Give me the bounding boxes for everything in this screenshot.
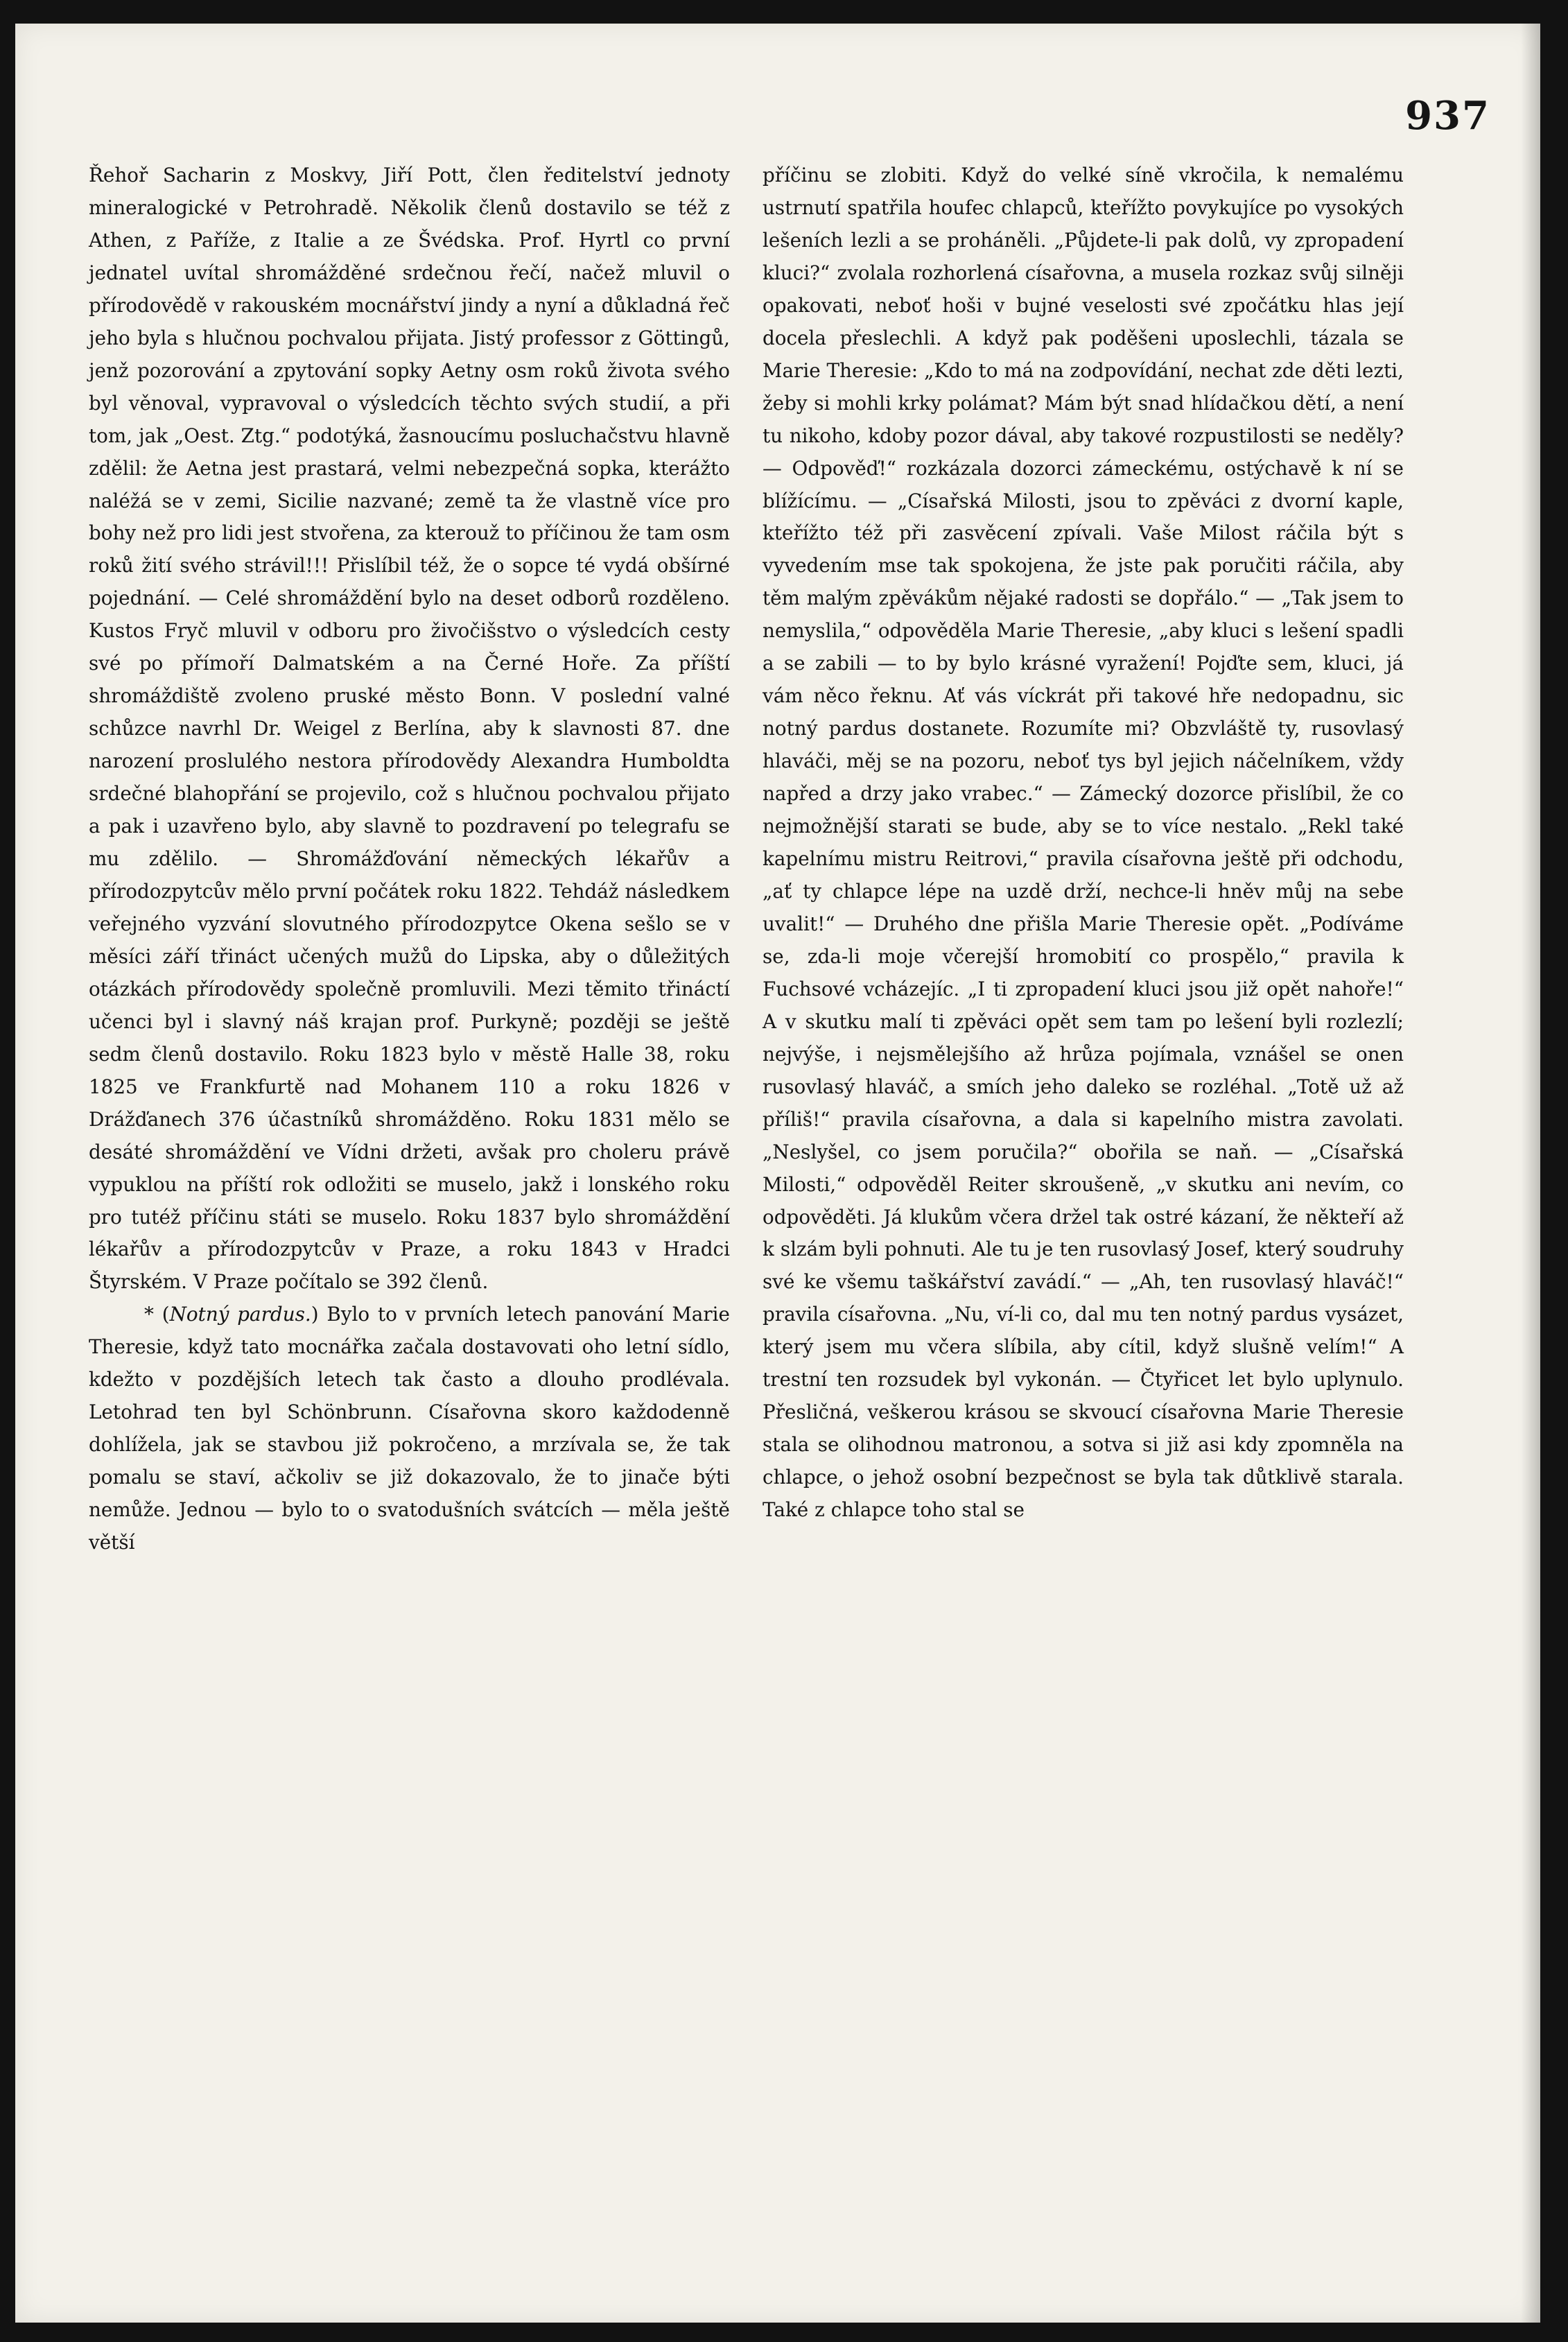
footnote-title: Notný pardus.	[169, 1303, 311, 1326]
left-column	[89, 159, 730, 1559]
newspaper-page	[15, 24, 1540, 2323]
page-number: 937	[1405, 93, 1490, 139]
footnote-text: ) Bylo to v prvních letech panování Marie Theresie, když tato mocnářka začala dostavovati oho letní sídlo, kdežto v pozdějších letech tak často a dlouho prodlévala. Letohrad ten byl Schönbrunn. Císařovna skoro každodenně dohlížela, jak se stavbou již pokročeno, a mrzívala se, že tak pomalu se staví, ačkoliv se již dokazovalo, že to jinače býti nemůže. Jednou — bylo to o svatodušních svátcích — měla ještě větší	[89, 1303, 730, 1554]
footnote-mark: * (	[144, 1303, 170, 1326]
footnote-paragraph	[89, 1299, 730, 1559]
article-paragraph-congress: Řehoř Sacharin z Moskvy, Jiří Pott, člen ředitelství jednoty mineralogické v Petrohradě. Několik členů dostavilo se též z Athen, z Paříže, z Italie a ze Švédska. Prof. Hyrtl co první jednatel uvítal shromážděné srdečnou řečí, načež mluvil o přírodovědě v rakouském mocnářství jindy a nyní a důkladná řeč jeho byla s hlučnou pochvalou přijata. Jistý professor z Göttingů, jenž pozorování a zpytování sopky Aetny osm roků života svého byl věnoval, vypravoval o výsledcích těchto svých studií, a při tom, jak „Oest. Ztg.“ podotýká, žasnoucímu posluchačstvu hlavně zdělil: že Aetna jest prastará, velmi nebezpečná sopka, kterážto naléžá se v zemi, Sicilie nazvané; země ta že vlastně více pro bohy než pro lidi jest stvořena, za kterouž to příčinou že tam osm roků žití svého strávil!!! Přislíbil též, že o sopce té vydá obšírné pojednání. — Celé shromáždění bylo na deset odborů rozděleno. Kustos Fryč mluvil v odboru pro živočišstvo o výsledcích cesty své po přímoří Dalmatském a na Černé Hoře. Za příští shromáždiště zvoleno pruské město Bonn. V poslední valné schůzce navrhl Dr. Weigel z Berlína, aby k slavnosti 87. dne narození proslulého nestora přírodovědy Alexandra Humboldta srdečné blahopřání se projevilo, což s hlučnou pochvalou přijato a pak i uzavřeno bylo, aby slavně to pozdravení po telegrafu se mu zdělilo. — Shromážďování německých lékařův a přírodozpytcův mělo první počátek roku 1822. Tehdáž následkem veřejného vyzvání slovutného přírodozpytce Okena sešlo se v měsíci září třináct učených mužů do Lipska, aby o důležitých otázkách přírodovědy společně promluvili. Mezi těmito třináctí učenci byl i slavný náš krajan prof. Purkyně; později se ještě sedm členů dostavilo. Roku 1823 bylo v městě Halle 38, roku 1825 ve Frankfurtě nad Mohanem 110 a roku 1826 v Drážďanech 376 účastníků shromážděno. Roku 1831 mělo se desáté shromáždění ve Vídni držeti, avšak pro choleru právě vypuklou na příští rok odložiti se muselo, jakž i lonského roku pro tutéž příčinu státi se muselo. Roku 1837 bylo shromáždění lékařův a přírodozpytcův v Praze, a roku 1843 v Hradci Štyrském. V Praze počítalo se 392 členů.	[89, 164, 730, 1294]
page-edge-shadow	[1521, 24, 1540, 2323]
right-column	[763, 159, 1404, 1527]
story-paragraph-continued: příčinu se zlobiti. Když do velké síně vkročila, k nemalému ustrnutí spatřila houfec chlapců, kteřížto povykujíce po vysokých lešeních lezli a se proháněli. „Půjdete-li pak dolů, vy zpropadení kluci?“ zvolala rozhorlená císařovna, a musela rozkaz svůj silněji opakovati, neboť hoši v bujné veselosti své zpočátku hlas její docela přeslechli. A když pak poděšeni uposlechli, tázala se Marie Theresie: „Kdo to má na zodpovídání, nechat zde děti lezti, žeby si mohli krky polámat? Mám být snad hlídačkou dětí, a není tu nikoho, kdoby pozor dával, aby takové rozpustilosti se neděly? — Odpověď!“ rozkázala dozorci zámeckému, ostýchavě k ní se blížícímu. — „Císařská Milosti, jsou to zpěváci z dvorní kaple, kteřížto též při zasvěcení zpívali. Vaše Milost ráčila být s vyvedením mse tak spokojena, že jste pak poručiti ráčila, aby těm malým zpěvákům nějaké radosti se dopřálo.“ — „Tak jsem to nemyslila,“ odpověděla Marie Theresie, „aby kluci s lešení spadli a se zabili — to by bylo krásné vyražení! Pojďte sem, kluci, já vám něco řeknu. Ať vás víckrát při takové hře nedopadnu, sic notný pardus dostanete. Rozumíte mi? Obzvláště ty, rusovlasý hlaváči, měj se na pozoru, neboť tys byl jejich náčelníkem, vždy napřed a drzy jako vrabec.“ — Zámecký dozorce přislíbil, že co nejmožnější starati se bude, aby se to více nestalo. „Rekl také kapelnímu mistru Reitrovi,“ pravila císařovna ještě při odchodu, „ať ty chlapce lépe na uzdě drží, nechce-li hněv můj na sebe uvalit!“ — Druhého dne přišla Marie Theresie opět. „Podíváme se, zda-li moje včerejší hromobití co prospělo,“ pravila k Fuchsové vcházejíc. „I ti zpropadení kluci jsou již opět nahoře!“ A v skutku malí ti zpěváci opět sem tam po lešení byli rozlezlí; nejvýše, i nejsmělejšího až hrůza pojímala, vznášel se onen rusovlasý hlaváč, a smích jeho daleko se rozléhal. „Totě už až příliš!“ pravila císařovna, a dala si kapelního mistra zavolati. „Neslyšel, co jsem poručila?“ obořila se naň. — „Císařská Milosti,“ odpověděl Reiter skroušeně, „v skutku ani nevím, co odpověděti. Já klukům včera držel tak ostré kázaní, že někteří až k slzám byli pohnuti. Ale tu je ten rusovlasý Josef, který soudruhy své ke všemu taškářství zavádí.“ — „Ah, ten rusovlasý hlaváč!“ pravila císařovna. „Nu, ví-li co, dal mu ten notný pardus vysázet, který jsem mu včera slíbila, aby cítil, když slušně velím!“ A trestní ten rozsudek byl vykonán. — Čtyřicet let bylo uplynulo. Přesličná, veškerou krásou se skvoucí císařovna Marie Theresie stala se olihodnou matronou, a sotva si již asi kdy zpomněla na chlapce, o jehož osobní bezpečnost se byla tak důtklivě starala. Také z chlapce toho stal se	[763, 164, 1404, 1522]
